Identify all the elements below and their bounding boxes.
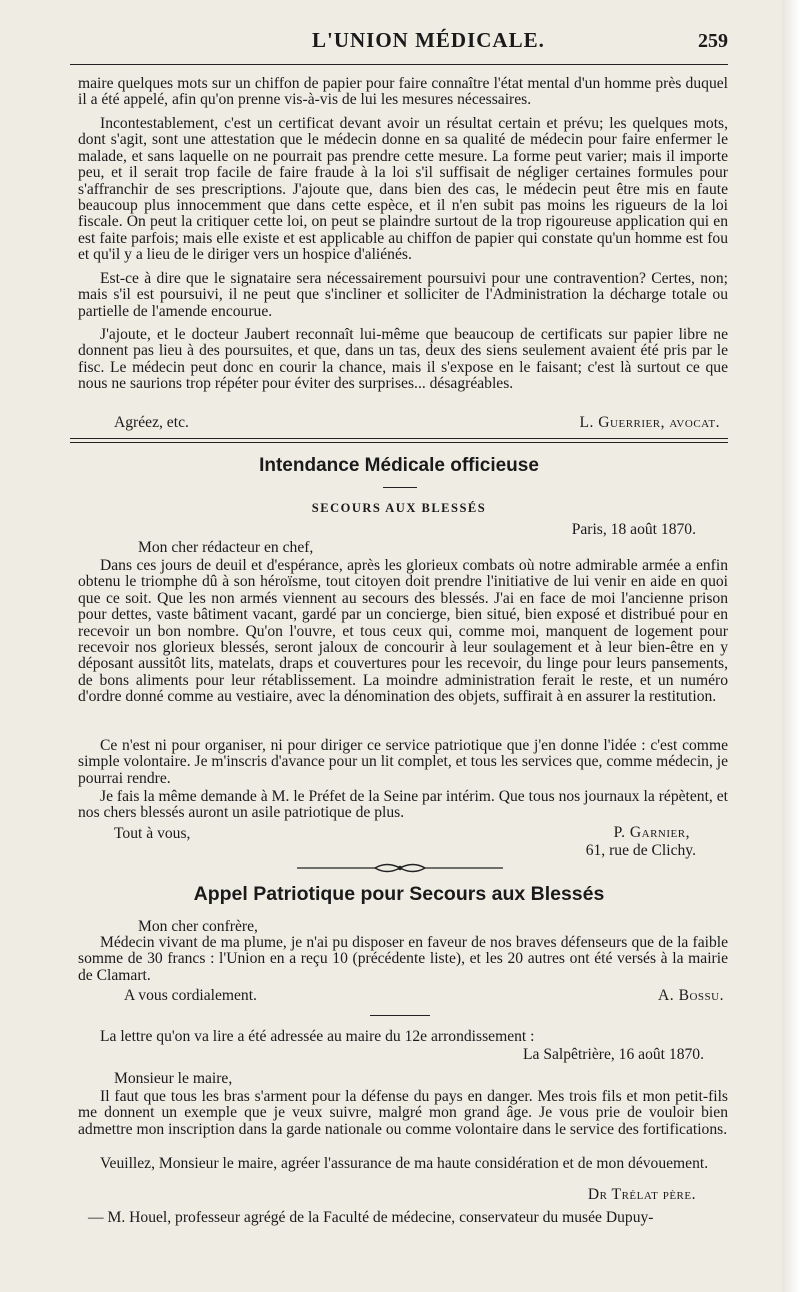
section1-subtitle: SECOURS AUX BLESSÉS bbox=[311, 501, 487, 515]
letter3-paragraph-1: Il faut que tous les bras s'arment pour la défense du pays en danger. Mes trois fils et mon petit-fils me donnent un exemple que je veux suivre, malgré mon grand âge. Je vous prie de vouloir bien admettre mon inscription dans la garde nationale ou comme volontaire dans le service des fortifications. bbox=[78, 1088, 728, 1138]
title-underline bbox=[383, 487, 417, 488]
section1-title: Intendance Médicale officieuse bbox=[259, 455, 539, 476]
section1-signature-address: 61, rue de Clichy. bbox=[585, 842, 696, 859]
letter3-signature: Dr Trélat père. bbox=[587, 1186, 696, 1203]
letter1-paragraph-3: Est-ce à dire que le signataire sera nécessairement poursuivi pour une contravention? Certes, non; mais s'il est poursuivi, il ne peut que s'incliner et solliciter de l'Administration la décharge totale ou partielle de l'amende encourue. bbox=[78, 270, 728, 320]
letter3-last-line: — M. Houel, professeur agrégé de la Faculté de médecine, conservateur du musée Dupuy- bbox=[88, 1209, 654, 1226]
section2-salutation: Mon cher confrère, bbox=[138, 918, 258, 935]
page-number: 259 bbox=[698, 30, 728, 52]
section2-title: Appel Patriotique pour Secours aux Blessés bbox=[193, 883, 605, 905]
section1-signature-name: P. Garnier, bbox=[613, 824, 690, 841]
section1-paragraph-3: Je fais la même demande à M. le Préfet de la Seine par intérim. Que tous nos journaux la répètent, et nos chers blessés auront un asile patriotique de plus. bbox=[78, 788, 728, 822]
section1-salutation: Mon cher rédacteur en chef, bbox=[138, 539, 314, 556]
short-divider bbox=[370, 1015, 430, 1016]
letter1-paragraph-4: J'ajoute, et le docteur Jaubert reconnaît lui-même que beaucoup de certificats sur papier libre ne donnent pas lieu à des poursuites, et que, dans un tas, deux des siens seulement avaient été pris par le fisc. Le médecin peut donc en courir la chance, mais il s'expose en le faisant; c'est là surtout ce que nous ne saurions trop répéter pour éviter des surprises... désagréables. bbox=[78, 326, 728, 393]
letter3-salutation: Monsieur le maire, bbox=[114, 1070, 233, 1087]
journal-title: L'UNION MÉDICALE. bbox=[312, 28, 545, 52]
section2-paragraph: Médecin vivant de ma plume, je n'ai pu disposer en faveur de nos braves défenseurs que de la faible somme de 30 francs : l'Union en a reçu 10 (précédente liste), et les 20 autres ont été versés à la mairie de Clamart. bbox=[78, 934, 728, 984]
section1-closing: Tout à vous, bbox=[114, 825, 191, 842]
letter3-dateline: La Salpêtrière, 16 août 1870. bbox=[522, 1046, 704, 1063]
section1-paragraph-1: Dans ces jours de deuil et d'espérance, après les glorieux combats où notre admirable armée a enfin obtenu le triomphe dû à son héroïsme, tout citoyen doit prendre l'initiative de lui venir en aide en quoi que ce soit. Que les non armés viennent au secours des blessés. J'ai en face de moi l'ancienne prison pour dettes, vaste bâtiment vacant, gardé par un concierge, bien situé, bien exposé et distribué pour en recevoir un bon nombre. Qu'on l'ouvre, et tous ceux qui, comme moi, manquent de logement pour recevoir nos glorieux blessés, seront jaloux de concourir à leur soulagement et à leur bien-être en y déposant aussitôt lits, matelats, draps et couvertures pour les recevoir, du linge pour leurs pansements, de bons aliments pour leur rétablissement. La moindre administration ferait le reste, et un numéro d'ordre donné comme au vestiaire, avec la dénomination des objets, suffirait à en assurer la restitution. bbox=[78, 557, 728, 706]
ornament-divider bbox=[297, 861, 503, 875]
letter1-signature: L. Guerrier, avocat. bbox=[579, 414, 720, 431]
section1-dateline: Paris, 18 août 1870. bbox=[571, 521, 696, 538]
section-rule-bottom bbox=[70, 442, 728, 443]
letter3-paragraph-2: Veuillez, Monsieur le maire, agréer l'assurance de ma haute considération et de mon dévouement. bbox=[100, 1155, 709, 1172]
header-rule bbox=[70, 64, 728, 65]
section-rule-top bbox=[70, 438, 728, 439]
letter1-paragraph-1: maire quelques mots sur un chiffon de papier pour faire connaître l'état mental d'un homme près duquel il a été appelé, afin qu'on prenne vis-à-vis de lui les mesures nécessaires. bbox=[78, 75, 728, 109]
section1-paragraph-2: Ce n'est ni pour organiser, ni pour diriger ce service patriotique que j'en donne l'idée : c'est comme simple volontaire. Je m'inscris d'avance pour un lit complet, et tous les services que, comme médecin, je pourrai rendre. bbox=[78, 737, 728, 787]
section2-signature: A. Bossu. bbox=[658, 987, 724, 1004]
letter3-intro: La lettre qu'on va lire a été adressée au maire du 12e arrondissement : bbox=[100, 1028, 535, 1045]
letter1-paragraph-2: Incontestablement, c'est un certificat devant avoir un résultat certain et prévu; les quelques mots, dont s'agit, sont une attestation que le médecin donne en sa qualité de médecin pour faire enfermer le malade, et sans laquelle on ne pourrait pas prendre cette mesure. La forme peut varier; mais il importe peu, et il serait trop facile de faire fraude à la loi s'il suffisait de négliger certaines formules pour s'affranchir de ses prescriptions. J'ajoute que, dans bien des cas, le médecin peut être mis en faute beaucoup plus innocemment que dans cette espèce, et il n'en subit pas moins les rigueurs de la loi fiscale. On peut la critiquer cette loi, on peut se plaindre surtout de la trop rigoureuse application qui en est faite parfois; mais elle existe et est applicable au chiffon de papier qui constate qu'un homme est fou et qu'il y a lieu de le diriger vers un hospice d'aliénés. bbox=[78, 115, 728, 264]
section2-closing: A vous cordialement. bbox=[124, 987, 257, 1004]
page-header bbox=[70, 28, 728, 60]
letter1-closing: Agréez, etc. bbox=[114, 414, 189, 431]
